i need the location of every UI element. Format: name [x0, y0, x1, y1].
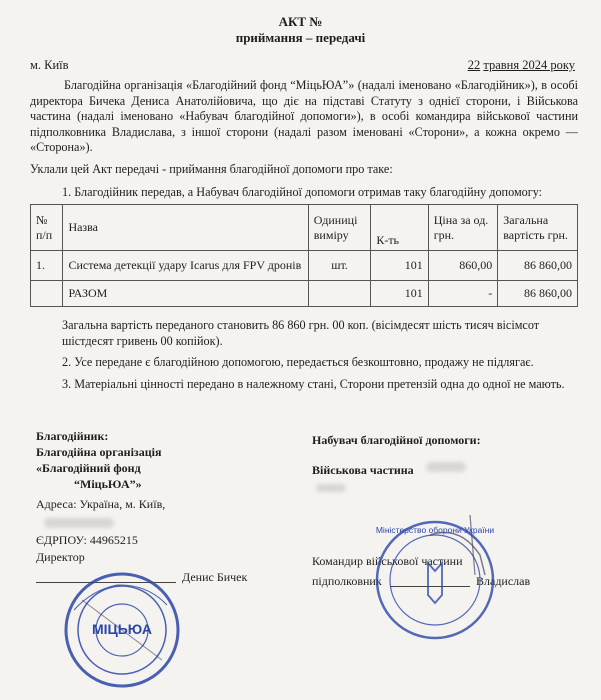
- table-cell: шт.: [308, 251, 371, 281]
- donor-org-line-2: «Благодійний фонд: [36, 461, 141, 475]
- goods-table: [30, 204, 578, 307]
- table-header: Назва: [63, 205, 308, 251]
- table-header-row: [31, 205, 578, 251]
- title-line: АКТ №: [278, 14, 323, 29]
- total-paragraph: Загальна вартість переданого становить 86 860 грн. 00 коп. (вісімдесят шість тисяч вісімсот шістдесят гривень 00 копійок).: [62, 318, 540, 348]
- table-header: Одиниці виміру: [308, 205, 371, 251]
- document-title: [0, 14, 601, 46]
- donor-stamp-text: МІЦЬЮА: [91, 621, 153, 637]
- recipient-rank: підполковник: [312, 574, 382, 588]
- table-cell: 101: [371, 281, 428, 307]
- subtitle-line: приймання – передачі: [235, 30, 366, 45]
- table-header: № п/п: [31, 205, 63, 251]
- intro-paragraph: Благодійна організація «Благодійний фонд “МіцьЮА”» (надалі іменовано «Благодійник»), в особі директора Бичека Дениса Анатолійовича, що діє на підставі Статуту з однієї сторони, і Військова частина (надалі іменовано «Набувач благодійної допомоги»), в особі командира військової частини підполковника Владислава, з іншої сторони (надалі разом іменовані «Сторони», а кожна окремо — «Сторона»).: [30, 78, 578, 154]
- table-cell: -: [428, 281, 498, 307]
- table-header: К-ть: [371, 205, 428, 251]
- table-cell: РАЗОМ: [63, 281, 308, 307]
- donor-code: ЄДРПОУ: 44965215: [36, 533, 138, 547]
- table-header: Загальна вартість грн.: [498, 205, 578, 251]
- recipient-name: Владислав: [476, 574, 531, 588]
- table-cell: [31, 281, 63, 307]
- donor-name: Денис Бичек: [182, 570, 248, 584]
- table-cell: 860,00: [428, 251, 498, 281]
- recipient-stamp-text: Міністерство оборони України: [375, 525, 495, 535]
- date: [468, 58, 575, 73]
- redaction-blur: [44, 518, 114, 528]
- recipient-org: Військова частина: [312, 463, 414, 477]
- donor-position: Директор: [36, 550, 85, 564]
- recipient-stamp-icon: [370, 515, 500, 645]
- date-month: травня 2024 року: [483, 58, 575, 72]
- donor-heading: Благодійник:: [36, 429, 109, 443]
- table-cell: 86 860,00: [498, 281, 578, 307]
- date-day: 22: [467, 58, 481, 72]
- table-cell: 86 860,00: [498, 251, 578, 281]
- item-3: 3. Матеріальні цінності передано в належному стані, Сторони претензій одна до одної не мають.: [62, 377, 565, 391]
- table-row: [31, 251, 578, 281]
- donor-org-line-3: “МіцьЮА”»: [74, 477, 142, 491]
- item-1: 1. Благодійник передав, а Набувач благодійної допомоги отримав таку благодійну допомогу:: [62, 185, 543, 199]
- agree-paragraph: Уклали цей Акт передачі - приймання благодійної допомоги про таке:: [30, 162, 393, 176]
- table-cell: [308, 281, 371, 307]
- city-date-line: [30, 58, 575, 73]
- recipient-heading: Набувач благодійної допомоги:: [312, 433, 481, 447]
- donor-address: Адреса: Україна, м. Київ,: [36, 497, 166, 511]
- table-cell: 1.: [31, 251, 63, 281]
- table-header: Ціна за од. грн.: [428, 205, 498, 251]
- donor-stamp-icon: [62, 570, 182, 690]
- redaction-blur: [316, 484, 346, 492]
- redaction-blur: [426, 462, 466, 472]
- city: м. Київ: [30, 58, 69, 72]
- table-total-row: [31, 281, 578, 307]
- table-cell: 101: [371, 251, 428, 281]
- recipient-position: Командир військової частини: [312, 554, 463, 568]
- item-2: 2. Усе передане є благодійною допомогою, передається безкоштовно, продажу не підлягає.: [62, 355, 534, 369]
- donor-org-line-1: Благодійна організація: [36, 445, 162, 459]
- table-cell: Система детекції удару Icarus для FPV дронів: [63, 251, 308, 281]
